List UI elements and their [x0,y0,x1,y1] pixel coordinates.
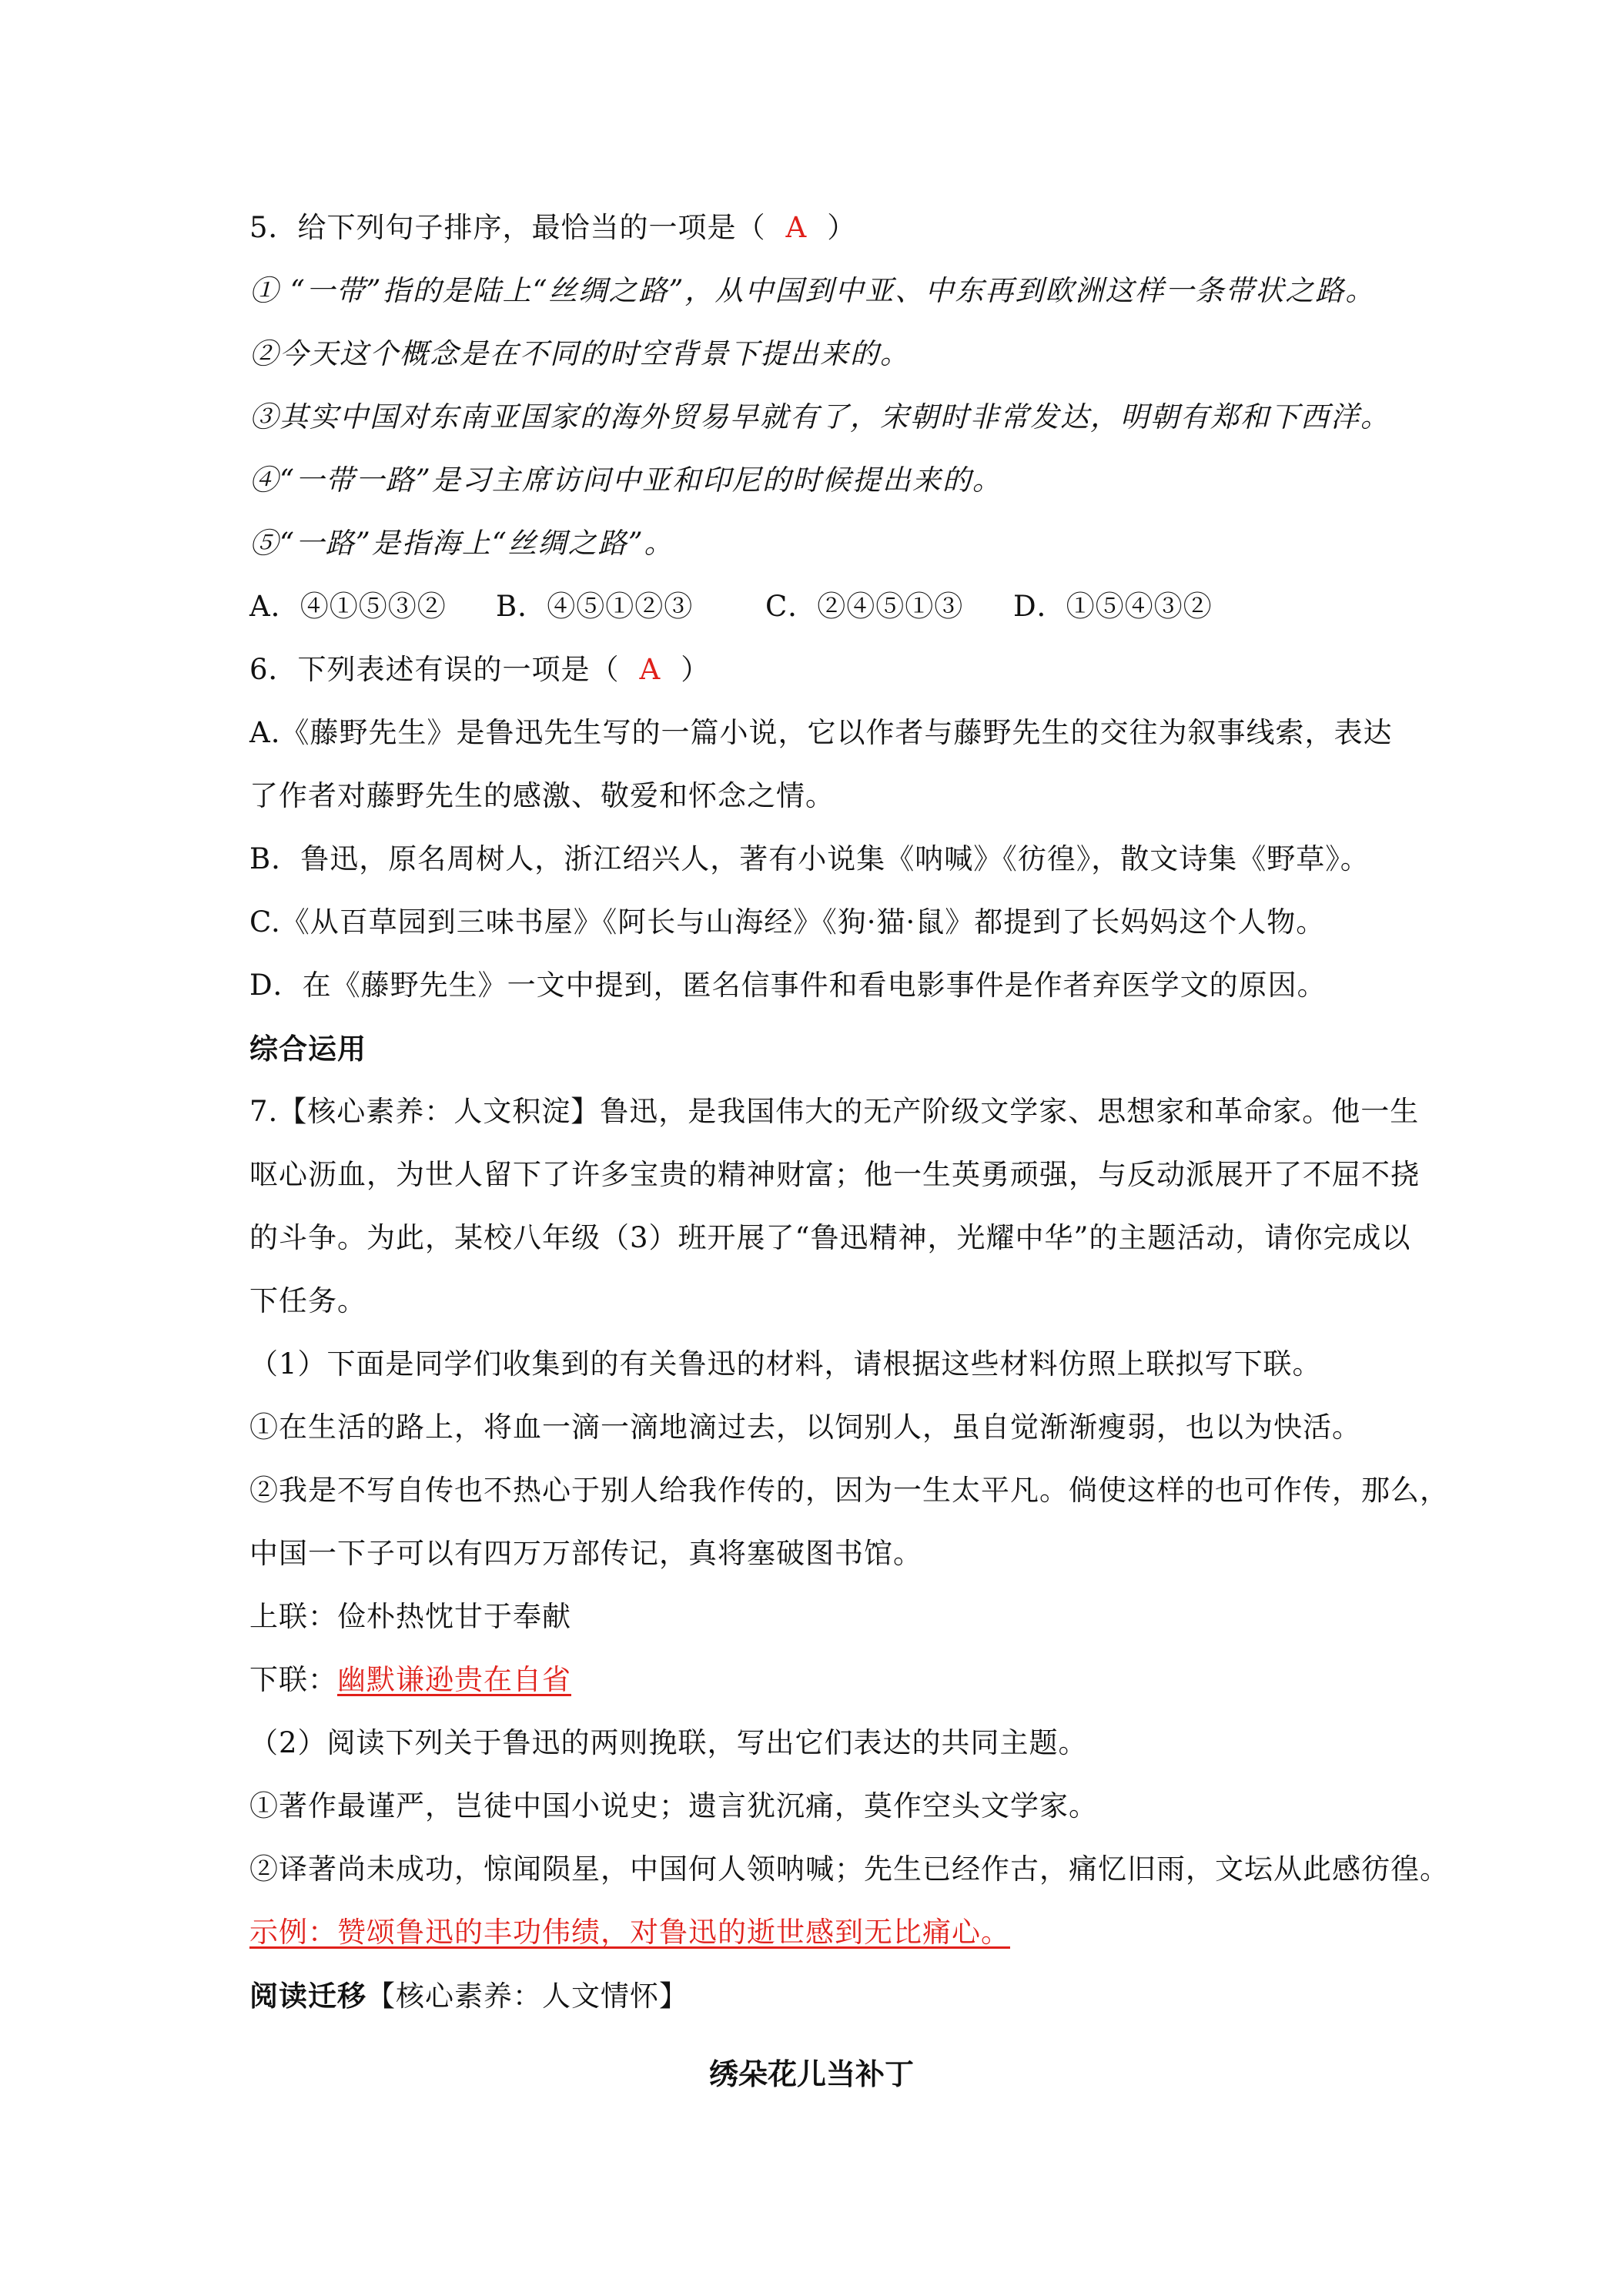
reading-heading-bold: 阅读迁移 [249,1979,366,2013]
section-title: 综合运用 [249,1032,366,1066]
q7-part1-material-2: ②我是不写自传也不热心于别人给我作传的，因为一生太平凡。倘使这样的也可作传，那么， [249,1474,1449,1507]
reading-heading [249,1976,688,2017]
q7-intro-line4: 下任务。 [249,1284,366,1317]
q5-options [249,587,1213,627]
q6-answer: A [639,653,661,686]
q5-option-c: C．②④⑤①③ [765,590,964,623]
q5-sentence-3: ③其实中国对东南亚国家的海外贸易早就有了，宋朝时非常发达，明朝有郑和下西洋。 [249,400,1390,433]
q7-lower-label: 下联： [249,1663,337,1696]
q6-option-b: B．鲁迅，原名周树人，浙江绍兴人，著有小说集《呐喊》《彷徨》，散文诗集《野草》。 [249,842,1370,875]
q7-lower-couplet [249,1660,571,1700]
q7-part2-prompt: （2）阅读下列关于鲁迅的两则挽联，写出它们表达的共同主题。 [249,1726,1088,1759]
q5-option-d: D．①⑤④③② [1013,590,1213,623]
q7-part2-couplet-1: ①著作最谨严，岂徒中国小说史；遗言犹沉痛，莫作空头文学家。 [249,1789,1098,1822]
q7-intro-line3: 的斗争。为此，某校八年级（3）班开展了“鲁迅精神，光耀中华”的主题活动，请你完成以 [249,1221,1411,1254]
q5-option-b: B．④⑤①②③ [496,590,694,623]
reading-heading-tag: 【核心素养：人文情怀】 [366,1980,688,2013]
q7-part1-material-1: ①在生活的路上，将血一滴一滴地滴过去，以饲别人，虽自觉渐渐瘦弱，也以为快活。 [249,1411,1361,1444]
q5-stem [249,208,856,248]
q7-upper-couplet: 上联：俭朴热忱甘于奉献 [249,1600,571,1633]
q7-intro-line1: 7.【核心素养：人文积淀】鲁迅，是我国伟大的无产阶级文学家、思想家和革命家。他一生 [249,1095,1420,1128]
q5-stem-suffix: ） [827,211,857,244]
q6-option-c: C.《从百草园到三味书屋》《阿长与山海经》《狗·猫·鼠》都提到了长妈妈这个人物。 [249,905,1326,939]
q7-intro-line2: 呕心沥血，为世人留下了许多宝贵的精神财富；他一生英勇顽强，与反动派展开了不屈不挠 [249,1158,1420,1191]
q5-stem-prefix: 5．给下列句子排序，最恰当的一项是（ [249,211,766,244]
q5-sentence-4: ④“一带一路”是习主席访问中亚和印尼的时候提出来的。 [249,464,1002,497]
q5-answer: A [785,211,808,244]
q5-sentence-1: ① “一带”指的是陆上“丝绸之路”，从中国到中亚、中东再到欧洲这样一条带状之路。 [249,274,1376,307]
q5-sentence-2: ②今天这个概念是在不同的时空背景下提出来的。 [249,337,910,370]
q6-stem-suffix: ） [681,653,711,686]
q7-part1-prompt: （1）下面是同学们收集到的有关鲁迅的材料，请根据这些材料仿照上联拟写下联。 [249,1347,1322,1381]
q6-option-d: D．在《藤野先生》一文中提到，匿名信事件和看电影事件是作者弃医学文的原因。 [249,969,1327,1002]
q5-option-a: A．④①⑤③② [249,590,447,623]
q5-sentence-5: ⑤“一路”是指海上“丝绸之路”。 [249,527,674,560]
q6-option-a-line2: 了作者对藤野先生的感激、敬爱和怀念之情。 [249,779,835,812]
q7-part2-answer: 示例：赞颂鲁迅的丰功伟绩，对鲁迅的逝世感到无比痛心。 [249,1916,1010,1949]
article-title: 绣朵花儿当补丁 [708,2057,914,2091]
q7-part1-material-2-cont: 中国一下子可以有四万万部传记，真将塞破图书馆。 [249,1537,922,1570]
q6-stem-prefix: 6．下列表述有误的一项是（ [249,653,620,686]
q6-stem [249,650,710,690]
q7-part2-couplet-2: ②译著尚未成功，惊闻陨星，中国何人领呐喊；先生已经作古，痛忆旧雨，文坛从此感彷徨。 [249,1853,1449,1886]
q6-option-a-line1: A.《藤野先生》是鲁迅先生写的一篇小说，它以作者与藤野先生的交往为叙事线索，表达 [249,716,1393,749]
q7-lower-answer: 幽默谦逊贵在自省 [337,1663,571,1696]
